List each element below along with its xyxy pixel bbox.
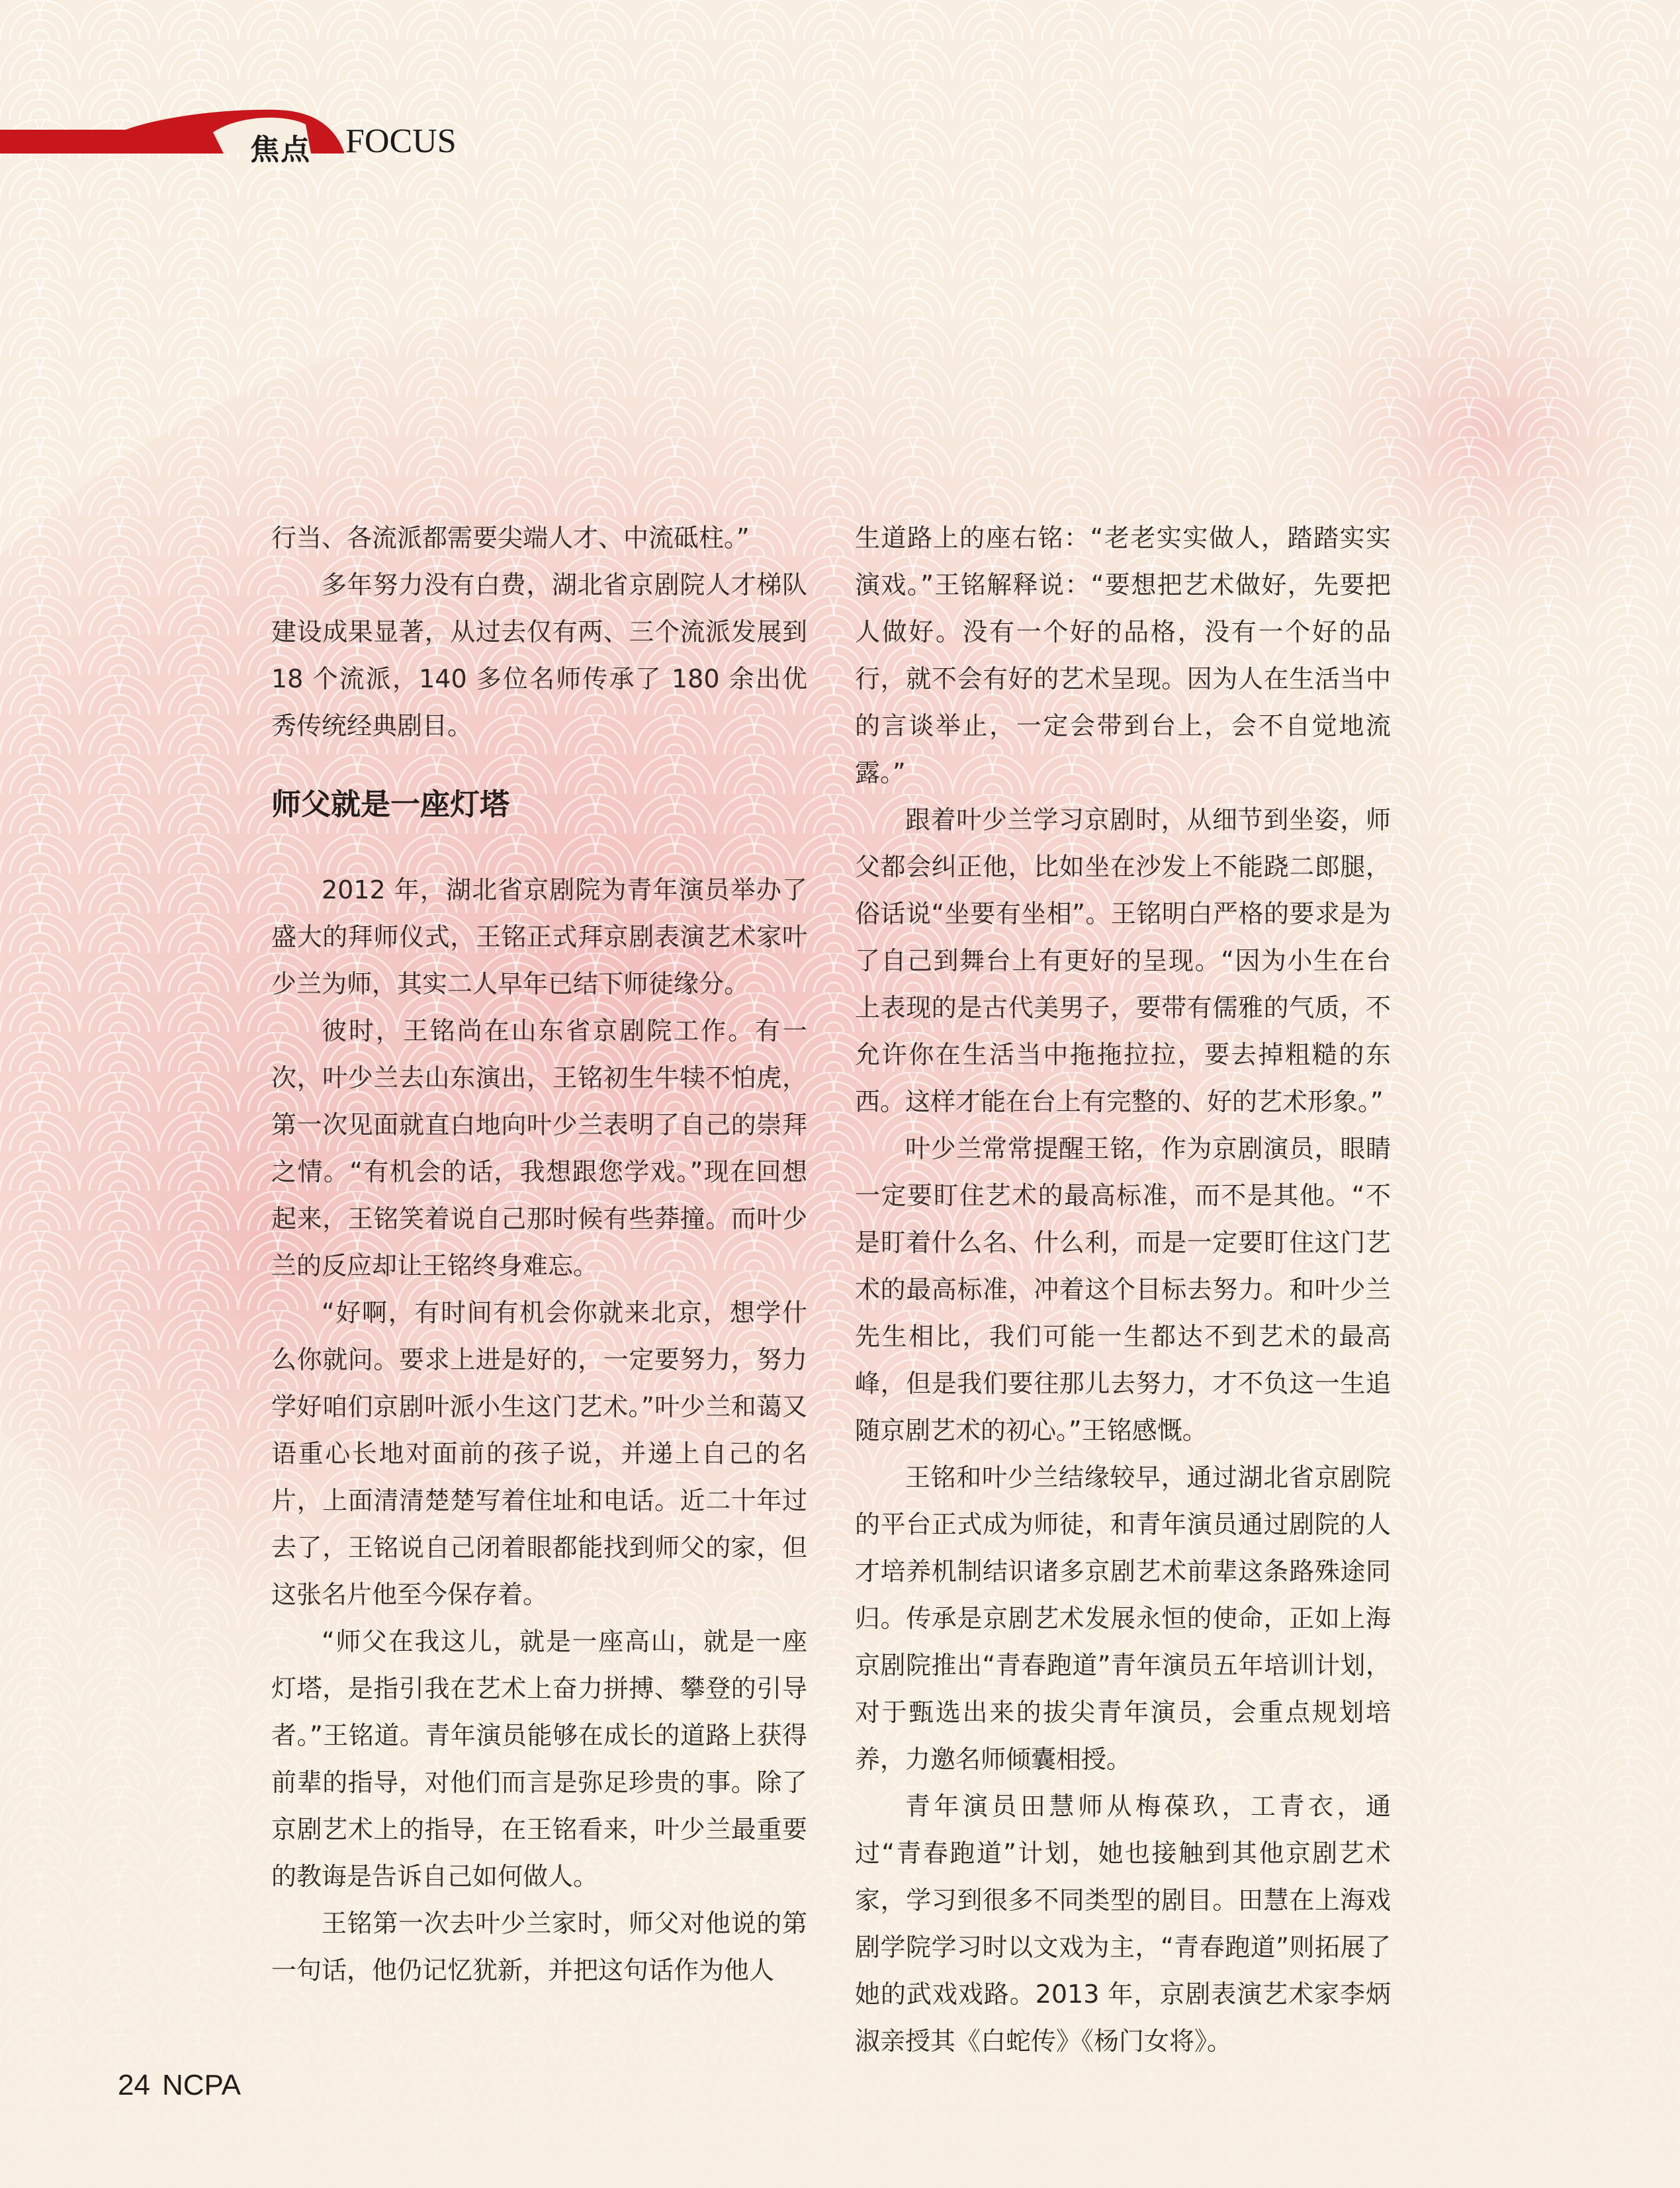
paragraph: 行当、各流派都需要尖端人才、中流砥柱。” bbox=[271, 523, 750, 552]
paragraph: 跟着叶少兰学习京剧时，从细节到坐姿，师父都会纠正他，比如坐在沙发上不能跷二郎腿，俗话说“坐要有坐相”。王铭明白严格的要求是为了自己到舞台上有更好的呈现。“因为小生在台上表现的是古代美男子，要带有儒雅的气质，不允许你在生活当中拖拖拉拉，要去掉粗糙的东西。这样才能在台上有完整的、好的艺术形象。” bbox=[855, 805, 1391, 1116]
publication-name: NCPA bbox=[161, 2069, 241, 2101]
paragraph: 青年演员田慧师从梅葆玖，工青衣，通过“青春跑道”计划，她也接触到其他京剧艺术家，学习到很多不同类型的剧目。田慧在上海戏剧学院学习时以文戏为主，“青春跑道”则拓展了她的武戏戏路。2013 年，京剧表演艺术家李炳淑亲授其《白蛇传》《杨门女将》。 bbox=[855, 1792, 1391, 2056]
paragraph: “好啊，有时间有机会你就来北京，想学什么你就问。要求上进是好的，一定要努力，努力学好咱们京剧叶派小生这门艺术。”叶少兰和蔼又语重心长地对面前的孩子说，并递上自己的名片，上面清清楚楚写着住址和电话。近二十年过去了，王铭说自己闭着眼都能找到师父的家，但这张名片他至今保存着。 bbox=[271, 1298, 807, 1609]
page-footer bbox=[118, 2069, 241, 2102]
paragraph: 2012 年，湖北省京剧院为青年演员举办了盛大的拜师仪式，王铭正式拜京剧表演艺术家叶少兰为师，其实二人早年已结下师徒缘分。 bbox=[271, 875, 807, 998]
paragraph: 生道路上的座右铭：“老老实实做人，踏踏实实演戏。”王铭解释说：“要想把艺术做好，先要把人做好。没有一个好的品格，没有一个好的品行，就不会有好的艺术呈现。因为人在生活当中的言谈举止，一定会带到台上，会不自觉地流露。” bbox=[855, 523, 1391, 787]
section-label-cn: 焦点 bbox=[250, 133, 311, 167]
paragraph: “师父在我这儿，就是一座高山，就是一座灯塔，是指引我在艺术上奋力拼搏、攀登的引导者。”王铭道。青年演员能够在成长的道路上获得前辈的指导，对他们而言是弥足珍贵的事。除了京剧艺术上的指导，在王铭看来，叶少兰最重要的教诲是告诉自己如何做人。 bbox=[271, 1627, 807, 1891]
paragraph: 多年努力没有白费，湖北省京剧院人才梯队建设成果显著，从过去仅有两、三个流派发展到 18 个流派，140 多位名师传承了 180 余出优秀传统经典剧目。 bbox=[271, 570, 807, 740]
page-number: 24 bbox=[118, 2069, 150, 2101]
section-label-en: FOCUS bbox=[345, 122, 457, 160]
paragraph: 王铭第一次去叶少兰家时，师父对他说的第一句话，他仍记忆犹新，并把这句话作为他人 bbox=[271, 1909, 807, 1985]
article-column-right bbox=[855, 515, 1391, 2065]
paragraph: 叶少兰常常提醒王铭，作为京剧演员，眼睛一定要盯住艺术的最高标准，而不是其他。“不是盯着什么名、什么利，而是一定要盯住这门艺术的最高标准，冲着这个目标去努力。和叶少兰先生相比，我们可能一生都达不到艺术的最高峰，但是我们要往那儿去努力，才不负这一生追随京剧艺术的初心。”王铭感慨。 bbox=[855, 1134, 1391, 1445]
article-column-left bbox=[271, 515, 807, 1994]
paragraph: 彼时，王铭尚在山东省京剧院工作。有一次，叶少兰去山东演出，王铭初生牛犊不怕虎，第一次见面就直白地向叶少兰表明了自己的崇拜之情。“有机会的话，我想跟您学戏。”现在回想起来，王铭笑着说自己那时候有些莽撞。而叶少兰的反应却让王铭终身难忘。 bbox=[271, 1016, 807, 1280]
subheading: 师父就是一座灯塔 bbox=[271, 787, 510, 822]
paragraph: 王铭和叶少兰结缘较早，通过湖北省京剧院的平台正式成为师徒，和青年演员通过剧院的人才培养机制结识诸多京剧艺术前辈这条路殊途同归。传承是京剧艺术发展永恒的使命，正如上海京剧院推出“青春跑道”青年演员五年培训计划，对于甄选出来的拔尖青年演员，会重点规划培养，力邀名师倾囊相授。 bbox=[855, 1463, 1391, 1774]
section-header bbox=[0, 106, 476, 172]
